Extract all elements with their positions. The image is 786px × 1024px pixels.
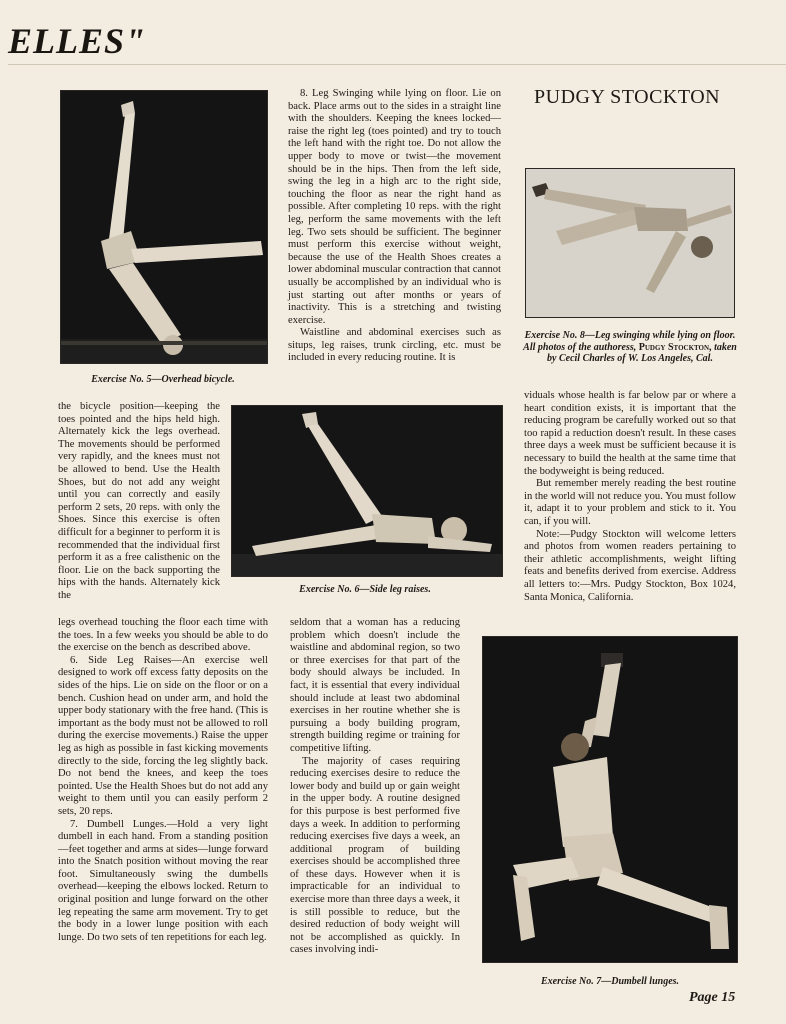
photo-side-leg-raises — [231, 405, 503, 577]
col3-paragraph-2: But remember merely reading the best routine in the world will not reduce you. You must follow it, adapt it to your problem and stick to it. You can, if you will. — [524, 478, 736, 527]
column-1-lower — [58, 617, 268, 944]
col2-paragraph-2: Waistline and abdominal exercises such as situps, leg raises, trunk circling, etc. must be included in every reducing routine. It is — [288, 327, 501, 364]
side-leg-raises-figure — [232, 406, 502, 576]
col1-paragraph-2: 6. Side Leg Raises—An exercise well designed to work off excess fatty deposits on the sides of the hips. Lie on side on the floor or on a bench. Cushion head on under arm, and hold the upper body stationary with the free hand. (This is important as the body must not be allowed to roll during the exercise movements.) Raise the upper leg as high as possible in fast kicking movements directly to the side, forcing the leg slightly back. Do not bend the knees, and keep the toes pointed. Use the Health Shoes but do not add any weight to them until you can easily perform 2 sets, 20 reps. — [58, 654, 268, 817]
col2-paragraph-4: The majority of cases requiring reducing exercises desire to reduce the lower body and build up or gain weight in the upper body. A routine designed for this purpose is best performed five days a week. In addition to performing reducing exercises five days a week, an additional program of building exercises should be accomplished three of these days. However when it is impracticable for an individual to exercise more than three days a week, it is still possible to reduce, but the desired reduction of body weight will not be accomplished as quickly. In cases involving indi- — [290, 755, 460, 956]
caption-exercise-8-text-b: taken by Cecil Charles of W. Los Angeles, Cal. — [547, 341, 737, 364]
photo-overhead-bicycle — [60, 90, 268, 364]
page-number: Page 15 — [689, 990, 736, 1005]
col1-paragraph-1b: legs overhead touching the floor each time with the toes. In a few weeks you should be able to do the exercise on the bench as described above. — [58, 617, 268, 654]
caption-exercise-8-name: Pudgy Stockton, — [638, 341, 712, 353]
caption-exercise-8-text-a: Exercise No. 8—Leg swinging while lying on floor. All photos of the authoress, — [523, 330, 736, 353]
column-3 — [524, 390, 736, 604]
column-2-upper — [288, 88, 501, 365]
col2-paragraph-3: seldom that a woman has a reducing problem which doesn't include the waistline and abdominal region, so two or three exercises for that part of the body should always be included. In fact, it is essential that every individual should include at least two abdominal exercises in her routine whether she is pursuing a body building program, strength building regime or training for competitive lifting. — [290, 617, 460, 754]
running-head: ELLES" — [8, 21, 147, 61]
col2-paragraph-1: 8. Leg Swinging while lying on floor. Lie on back. Place arms out to the sides in a straight line with the shoulders. Keeping the knees locked—raise the right leg (toes pointed) and try to touch the left hand with the right toe. Do not allow the upper body to move or twist—the movement should be in the hips. Then from the left side, swing the leg in a high arc to the right side, touching the floor as near the right hand as possible. After completing 10 reps. with the right leg, perform the same movements with the left leg. Two sets should be sufficient. The beginner must perform this exercise without weight, because the use of the Health Shoes creates a lower abdominal muscular contraction that cannot usually be accomplished by an individual who is just starting out after months or years of inactivity. This is a stretching and twisting exercise. — [288, 88, 501, 326]
col1-paragraph-3: 7. Dumbell Lunges.—Hold a very light dumbell in each hand. From a standing position—feet together and arms at sides—lunge forward into the Snatch position without moving the rear foot. Simultaneously swing the dumbells overhead—keeping the elbows locked. Return to original position and lunge forward on the other leg repeating the same arm movement. Try to get the body in a lower lunge position with each lunge. Do two sets of ten repetitions for each leg. — [58, 818, 268, 943]
col3-paragraph-3: Note:—Pudgy Stockton will welcome letters and photos from women readers pertaining to their athletic accomplishments, weight lifting feats and benefits derived from exercise. Address all letters to:—Mrs. Pudgy Stockton, Box 1024, Santa Monica, California. — [524, 528, 736, 603]
dumbell-lunges-figure — [483, 637, 737, 962]
column-2-lower — [290, 617, 460, 957]
photo-dumbell-lunges — [482, 636, 738, 963]
header-rule — [8, 64, 786, 65]
overhead-bicycle-figure — [61, 91, 267, 363]
col3-paragraph-1: viduals whose health is far below par or where a heart condition exists, it is important that the reducing program be carefully worked out so that too rapid a reduction doesn't result. In these cases three days a week must be sufficient because it is necessary to build the health at the same time that the bodyweight is being reduced. — [524, 390, 736, 477]
caption-exercise-8 — [522, 330, 738, 365]
col1-paragraph-1: the bicycle position—keeping the toes pointed and the hips held high. Alternately kick the legs overhead. The movements should be performed very rapidly, and the knees must not be allowed to bend. Use the Health Shoes, but do not add any weight until you can correctly and easily perform 2 sets, 20 reps. with only the Shoes. Since this exercise is often difficult for a beginner to perform it is recommended that the individual first perform it as a free calisthenic on the floor. Lie on the back supporting the hips with the hands. Alternately kick the — [58, 401, 220, 601]
caption-exercise-6: Exercise No. 6—Side leg raises. — [299, 584, 431, 595]
caption-exercise-5: Exercise No. 5—Overhead bicycle. — [91, 374, 235, 385]
photo-leg-swinging — [525, 168, 735, 318]
caption-exercise-7: Exercise No. 7—Dumbell lunges. — [540, 976, 680, 987]
author-byline: PUDGY STOCKTON — [534, 86, 721, 108]
leg-swinging-figure — [526, 169, 734, 317]
column-1-upper — [58, 401, 220, 603]
